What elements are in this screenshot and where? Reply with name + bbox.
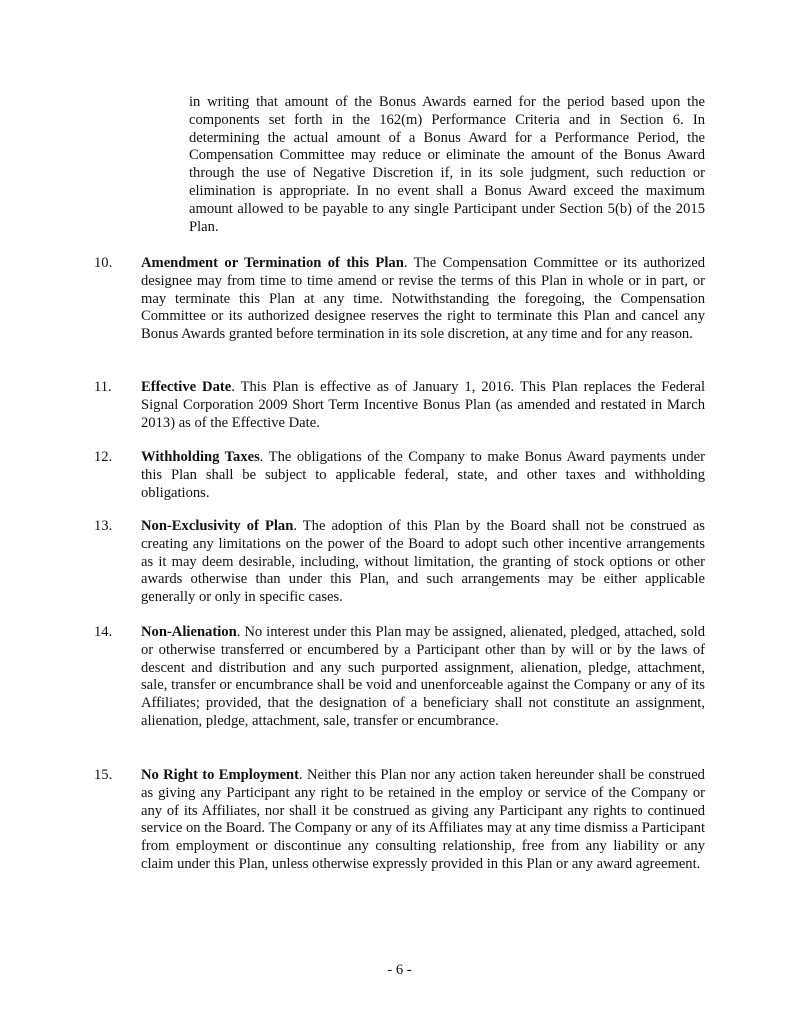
section-heading: No Right to Employment	[141, 767, 300, 783]
section-12	[94, 449, 705, 502]
section-body	[141, 449, 705, 502]
section-10	[94, 255, 705, 344]
section-number: 15.	[94, 767, 113, 783]
section-number: 13.	[94, 518, 113, 534]
section-body	[141, 518, 705, 607]
section-11	[94, 379, 705, 432]
section-body	[141, 379, 705, 432]
section-15	[94, 767, 705, 874]
section-heading: Non-Alienation	[141, 624, 237, 640]
section-number: 10.	[94, 255, 113, 271]
section-number: 11.	[94, 379, 112, 395]
section-text: . The obligations of the Company to make Bonus Award payments under this Plan shall be subject to applicable federal, state, and other taxes and withholding obligations.	[141, 449, 705, 501]
section-text: . Neither this Plan nor any action taken hereunder shall be construed as giving any Participant any right to be retained in the employ or service of the Company or any of its Affiliates, nor shall it be construed as giving any Participant any rights to continued service on the Board. The Company or any of its Affiliates may at any time dismiss a Participant from employment or discontinue any consulting relationship, free from any liability or any claim under this Plan, unless otherwise expressly provided in this Plan or any award agreement.	[141, 767, 705, 872]
section-body	[141, 767, 705, 874]
section-number: 14.	[94, 624, 113, 640]
section-text: . The Compensation Committee or its authorized designee may from time to time amend or revise the terms of this Plan in whole or in part, or may terminate this Plan at any time. Notwithstanding the foregoing, the Compensation Committee or its authorized designee reserves the right to terminate this Plan and cancel any Bonus Awards granted before termination in its sole discretion, at any time and for any reason.	[141, 255, 705, 343]
section-text: . The adoption of this Plan by the Board shall not be construed as creating any limitations on the power of the Board to adopt such other incentive arrangements as it may deem desirable, including, without limitation, the granting of stock options or other awards otherwise than under this Plan, and such arrangements may be either applicable generally or only in specific cases.	[141, 518, 705, 606]
section-heading: Withholding Taxes	[141, 449, 260, 465]
section-heading: Effective Date	[141, 379, 232, 395]
section-text: . This Plan is effective as of January 1, 2016. This Plan replaces the Federal Signal Corporation 2009 Short Term Incentive Bonus Plan (as amended and restated in March 2013) as of the Effective Date.	[141, 379, 705, 431]
section-body	[141, 255, 705, 344]
section-text: . No interest under this Plan may be assigned, alienated, pledged, attached, sold or otherwise transferred or encumbered by a Participant other than by will or by the laws of descent and distribution and any such purported assignment, alienation, pledge, attachment, sale, transfer or encumbrance shall be void and unenforceable against the Company or any of its Affiliates; provided, that the designation of a beneficiary shall not constitute an assignment, alienation, pledge, attachment, sale, transfer or encumbrance.	[141, 624, 705, 729]
section-heading: Amendment or Termination of this Plan	[141, 255, 404, 271]
section-14	[94, 624, 705, 731]
section-body	[141, 624, 705, 731]
section-heading: Non-Exclusivity of Plan	[141, 518, 294, 534]
section-number: 12.	[94, 449, 113, 465]
section-13	[94, 518, 705, 607]
page-number: - 6 -	[387, 962, 412, 978]
continued-paragraph: in writing that amount of the Bonus Awards earned for the period based upon the components set forth in the 162(m) Performance Criteria and in Section 6. In determining the actual amount of a Bonus Award for a Performance Period, the Compensation Committee may reduce or eliminate the amount of the Bonus Award through the use of Negative Discretion if, in its sole judgment, such reduction or elimination is appropriate. In no event shall a Bonus Award exceed the maximum amount allowed to be payable to any single Participant under Section 5(b) of the 2015 Plan.	[189, 94, 705, 235]
